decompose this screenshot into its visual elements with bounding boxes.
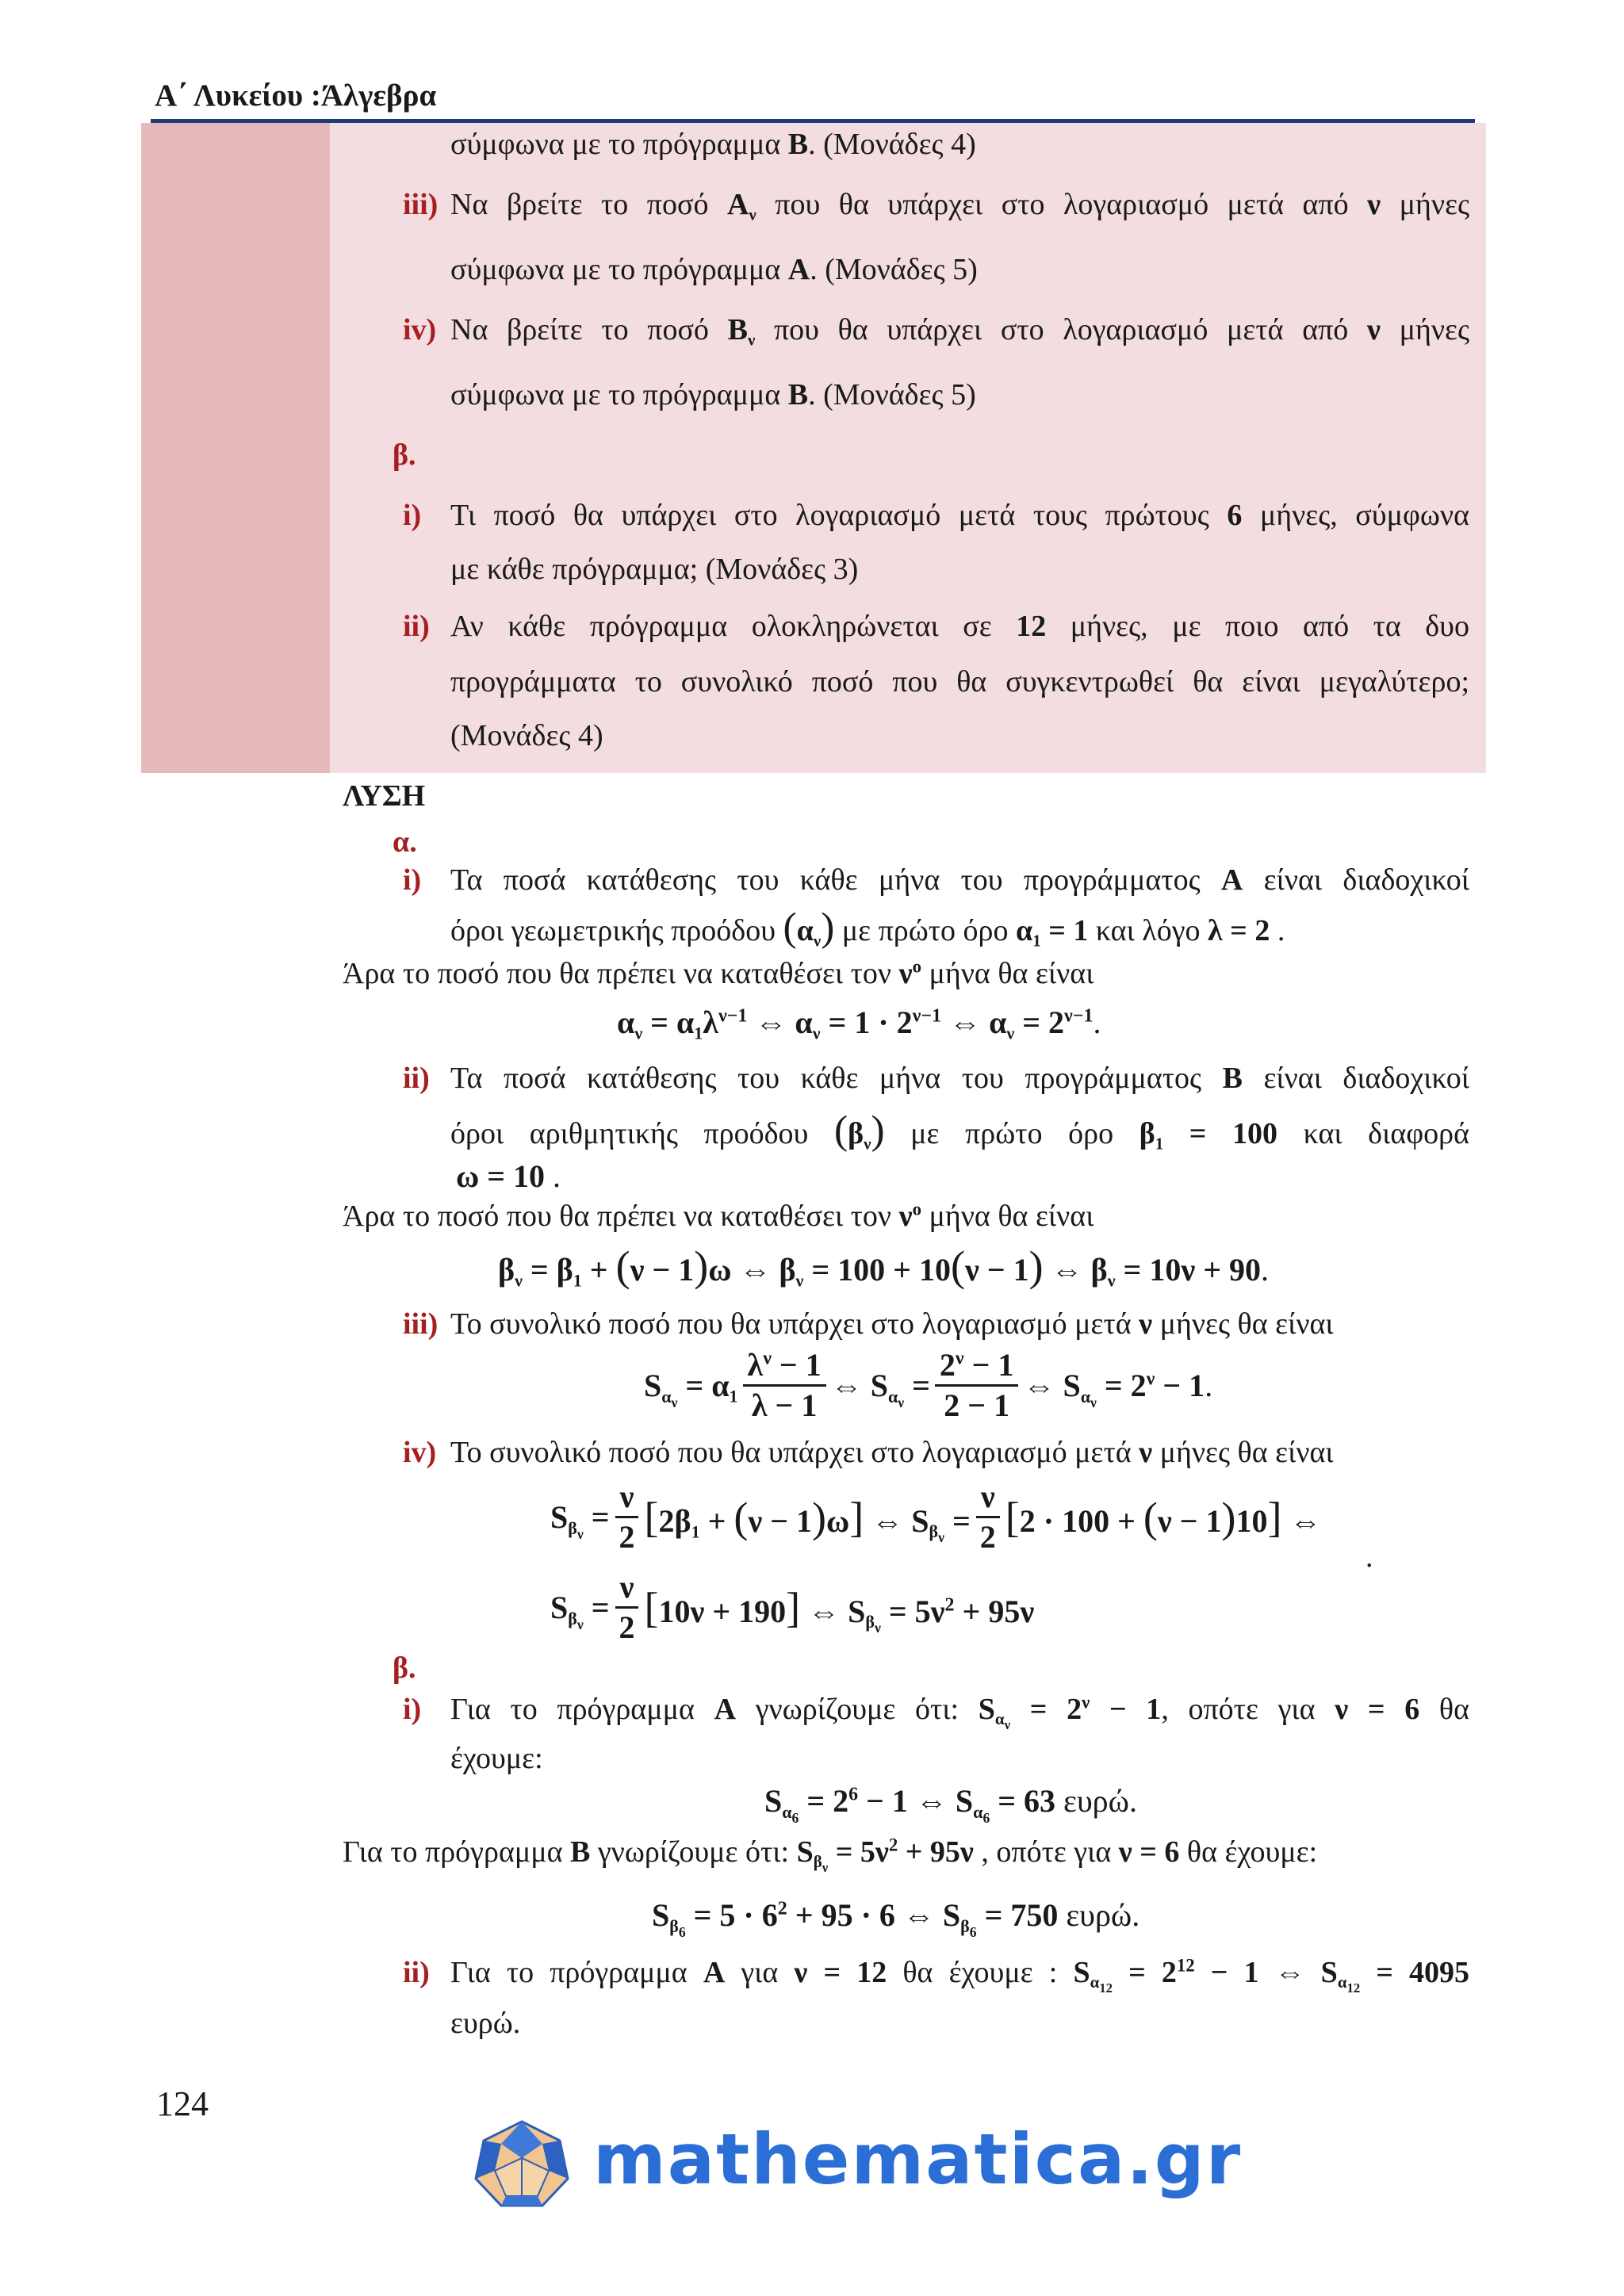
exercise-margin-band [141, 123, 330, 773]
solution-beta-label: β. [393, 1651, 416, 1685]
solution-bii-line2: ευρώ. [450, 2007, 521, 2040]
solution-bi-result-b: $S_{\beta_6} = 5 \cdot 6^2 + 95 \cdot 6$ ⇔ $S_{\beta_6} = 750$ ευρώ. [652, 1897, 1140, 1940]
solution-ai-line2: όροι γεωμετρικής προόδου $(\alpha_\nu)$ με πρώτο όρο $\alpha_1 = 1$ και λόγο λ = 2 . [450, 905, 1285, 951]
site-logo: mathematica.gr [466, 2117, 1148, 2212]
exercise-iii-line1: Να βρείτε το ποσό $A_\nu$ που θα υπάρχει στο λογαριασμό μετά από ν μήνες [450, 188, 1470, 224]
solution-aiv-formula-line2: $S_{\beta_\nu}$ = $\frac{\nu}{2}$ [10ν + 190] ⇔ $S_{\beta_\nu} = 5\nu^2 + 95\nu$ [550, 1569, 1035, 1645]
solution-aiii-formula: $S_{\alpha_\nu} = \alpha_1$ $\frac{\lambda^\nu - 1}{\lambda - 1}$ ⇔ $S_{\alpha_\nu}$ = $\frac{2^\nu - 1}{2 - 1}$ ⇔ $S_{\alpha_\nu} = 2^\nu - 1$. [644, 1347, 1213, 1423]
exercise-bii-line2: προγράμματα το συνολικό ποσό που θα συγκεντρωθεί θα είναι μεγαλύτερο; [450, 665, 1469, 698]
polyhedron-logo-icon [466, 2117, 577, 2212]
solution-aiv-formula-line1: $S_{\beta_\nu}$ = $\frac{\nu}{2}$ $[2\beta_1 + (\nu - 1)\omega]$ ⇔ $S_{\beta_\nu}$ = $\frac{\nu}{2}$ [2 · 100 + (ν − 1)10] ⇔ [550, 1479, 1322, 1555]
solution-ai-formula: $\alpha_\nu = \alpha_1\lambda^{\nu-1}$ ⇔ $\alpha_\nu = 1 \cdot 2^{\nu-1}$ ⇔ $\alpha_\nu = 2^{\nu-1}$. [617, 1004, 1101, 1043]
solution-heading: ΛΥΣΗ [343, 779, 426, 813]
exercise-iii-label: iii) [403, 188, 439, 221]
solution-aiv-period: . [1365, 1540, 1373, 1574]
solution-bi-b-line: Για το πρόγραμμα Β γνωρίζουμε ότι: $S_{\beta_\nu} = 5\nu^2 + 95\nu$ , οπότε για ν = 6 θα έχουμε: [343, 1835, 1318, 1876]
exercise-bii-line3: (Μονάδες 4) [450, 719, 603, 752]
solution-bii-label: ii) [403, 1956, 430, 1989]
solution-ai-therefore: Άρα το ποσό που θα πρέπει να καταθέσει τον $\nu^o$ μήνα θα είναι [343, 956, 1094, 990]
page-header-title: Α΄ Λυκείου :Άλγεβρα [155, 78, 437, 113]
exercise-bii-label: ii) [403, 610, 430, 643]
solution-bi-label: i) [403, 1693, 422, 1726]
solution-bi-line1: Για το πρόγραμμα Α γνωρίζουμε ότι: $S_{\alpha_\nu} = 2^\nu - 1$, οπότε για ν = 6 θα [450, 1692, 1470, 1733]
exercise-beta-label: β. [393, 438, 416, 472]
solution-aiv-label: iv) [403, 1436, 437, 1469]
solution-aiv-line: Το συνολικό ποσό που θα υπάρχει στο λογαριασμό μετά ν μήνες θα είναι [450, 1436, 1334, 1469]
solution-bi-result-a: $S_{\alpha_6} = 2^6 - 1$ ⇔ $S_{\alpha_6} = 63$ ευρώ. [764, 1783, 1137, 1826]
exercise-bi-line2: με κάθε πρόγραμμα; (Μονάδες 3) [450, 553, 859, 586]
solution-alpha-label: α. [393, 825, 417, 859]
exercise-iv-line1: Να βρείτε το ποσό $B_\nu$ που θα υπάρχει στο λογαριασμό μετά από ν μήνες [450, 313, 1470, 350]
exercise-iv-label: iv) [403, 313, 437, 346]
solution-ai-label: i) [403, 863, 422, 897]
solution-aii-difference: ω = 10 . [456, 1158, 561, 1194]
solution-aii-therefore: Άρα το ποσό που θα πρέπει να καταθέσει τον $\nu^o$ μήνα θα είναι [343, 1199, 1094, 1233]
solution-aii-line2: όροι αριθμητικής προόδου $(\beta_\nu)$ με πρώτο όρο $\beta_1 = 100$ και διαφορά [450, 1108, 1470, 1154]
solution-aiii-line: Το συνολικό ποσό που θα υπάρχει στο λογαριασμό μετά ν μήνες θα είναι [450, 1307, 1334, 1341]
solution-bi-line2: έχουμε: [450, 1742, 543, 1775]
solution-aii-label: ii) [403, 1062, 430, 1095]
solution-aiii-label: iii) [403, 1307, 439, 1341]
solution-ai-line1: Τα ποσά κατάθεσης του κάθε μήνα του προγράμματος Α είναι διαδοχικοί [450, 863, 1469, 897]
exercise-bii-line1: Αν κάθε πρόγραμμα ολοκληρώνεται σε 12 μήνες, με ποιο από τα δυο [450, 610, 1469, 643]
exercise-iii-line2: σύμφωνα με το πρόγραμμα Α. (Μονάδες 5) [450, 253, 978, 286]
solution-aii-line1: Τα ποσά κατάθεσης του κάθε μήνα του προγράμματος Β είναι διαδοχικοί [450, 1062, 1469, 1095]
page-number: 124 [156, 2084, 209, 2123]
exercise-bi-label: i) [403, 499, 422, 532]
exercise-a-ii-end-line: σύμφωνα με το πρόγραμμα Β. (Μονάδες 4) [450, 128, 976, 161]
solution-aii-formula: $\beta_\nu = \beta_1 + (\nu - 1)\omega$ ⇔ $\beta_\nu = 100 + 10(\nu - 1)$ ⇔ $\beta_\nu = 10\nu + 90$. [498, 1242, 1270, 1291]
solution-bii-line1: Για το πρόγραμμα Α για ν = 12 θα έχουμε : $S_{\alpha_{12}} = 2^{12} - 1$ ⇔ $S_{\alpha_{12}} = 4095$ [450, 1955, 1470, 1996]
exercise-iv-line2: σύμφωνα με το πρόγραμμα Β. (Μονάδες 5) [450, 378, 976, 411]
exercise-bi-line1: Τι ποσό θα υπάρχει στο λογαριασμό μετά τους πρώτους 6 μήνες, σύμφωνα [450, 499, 1470, 532]
